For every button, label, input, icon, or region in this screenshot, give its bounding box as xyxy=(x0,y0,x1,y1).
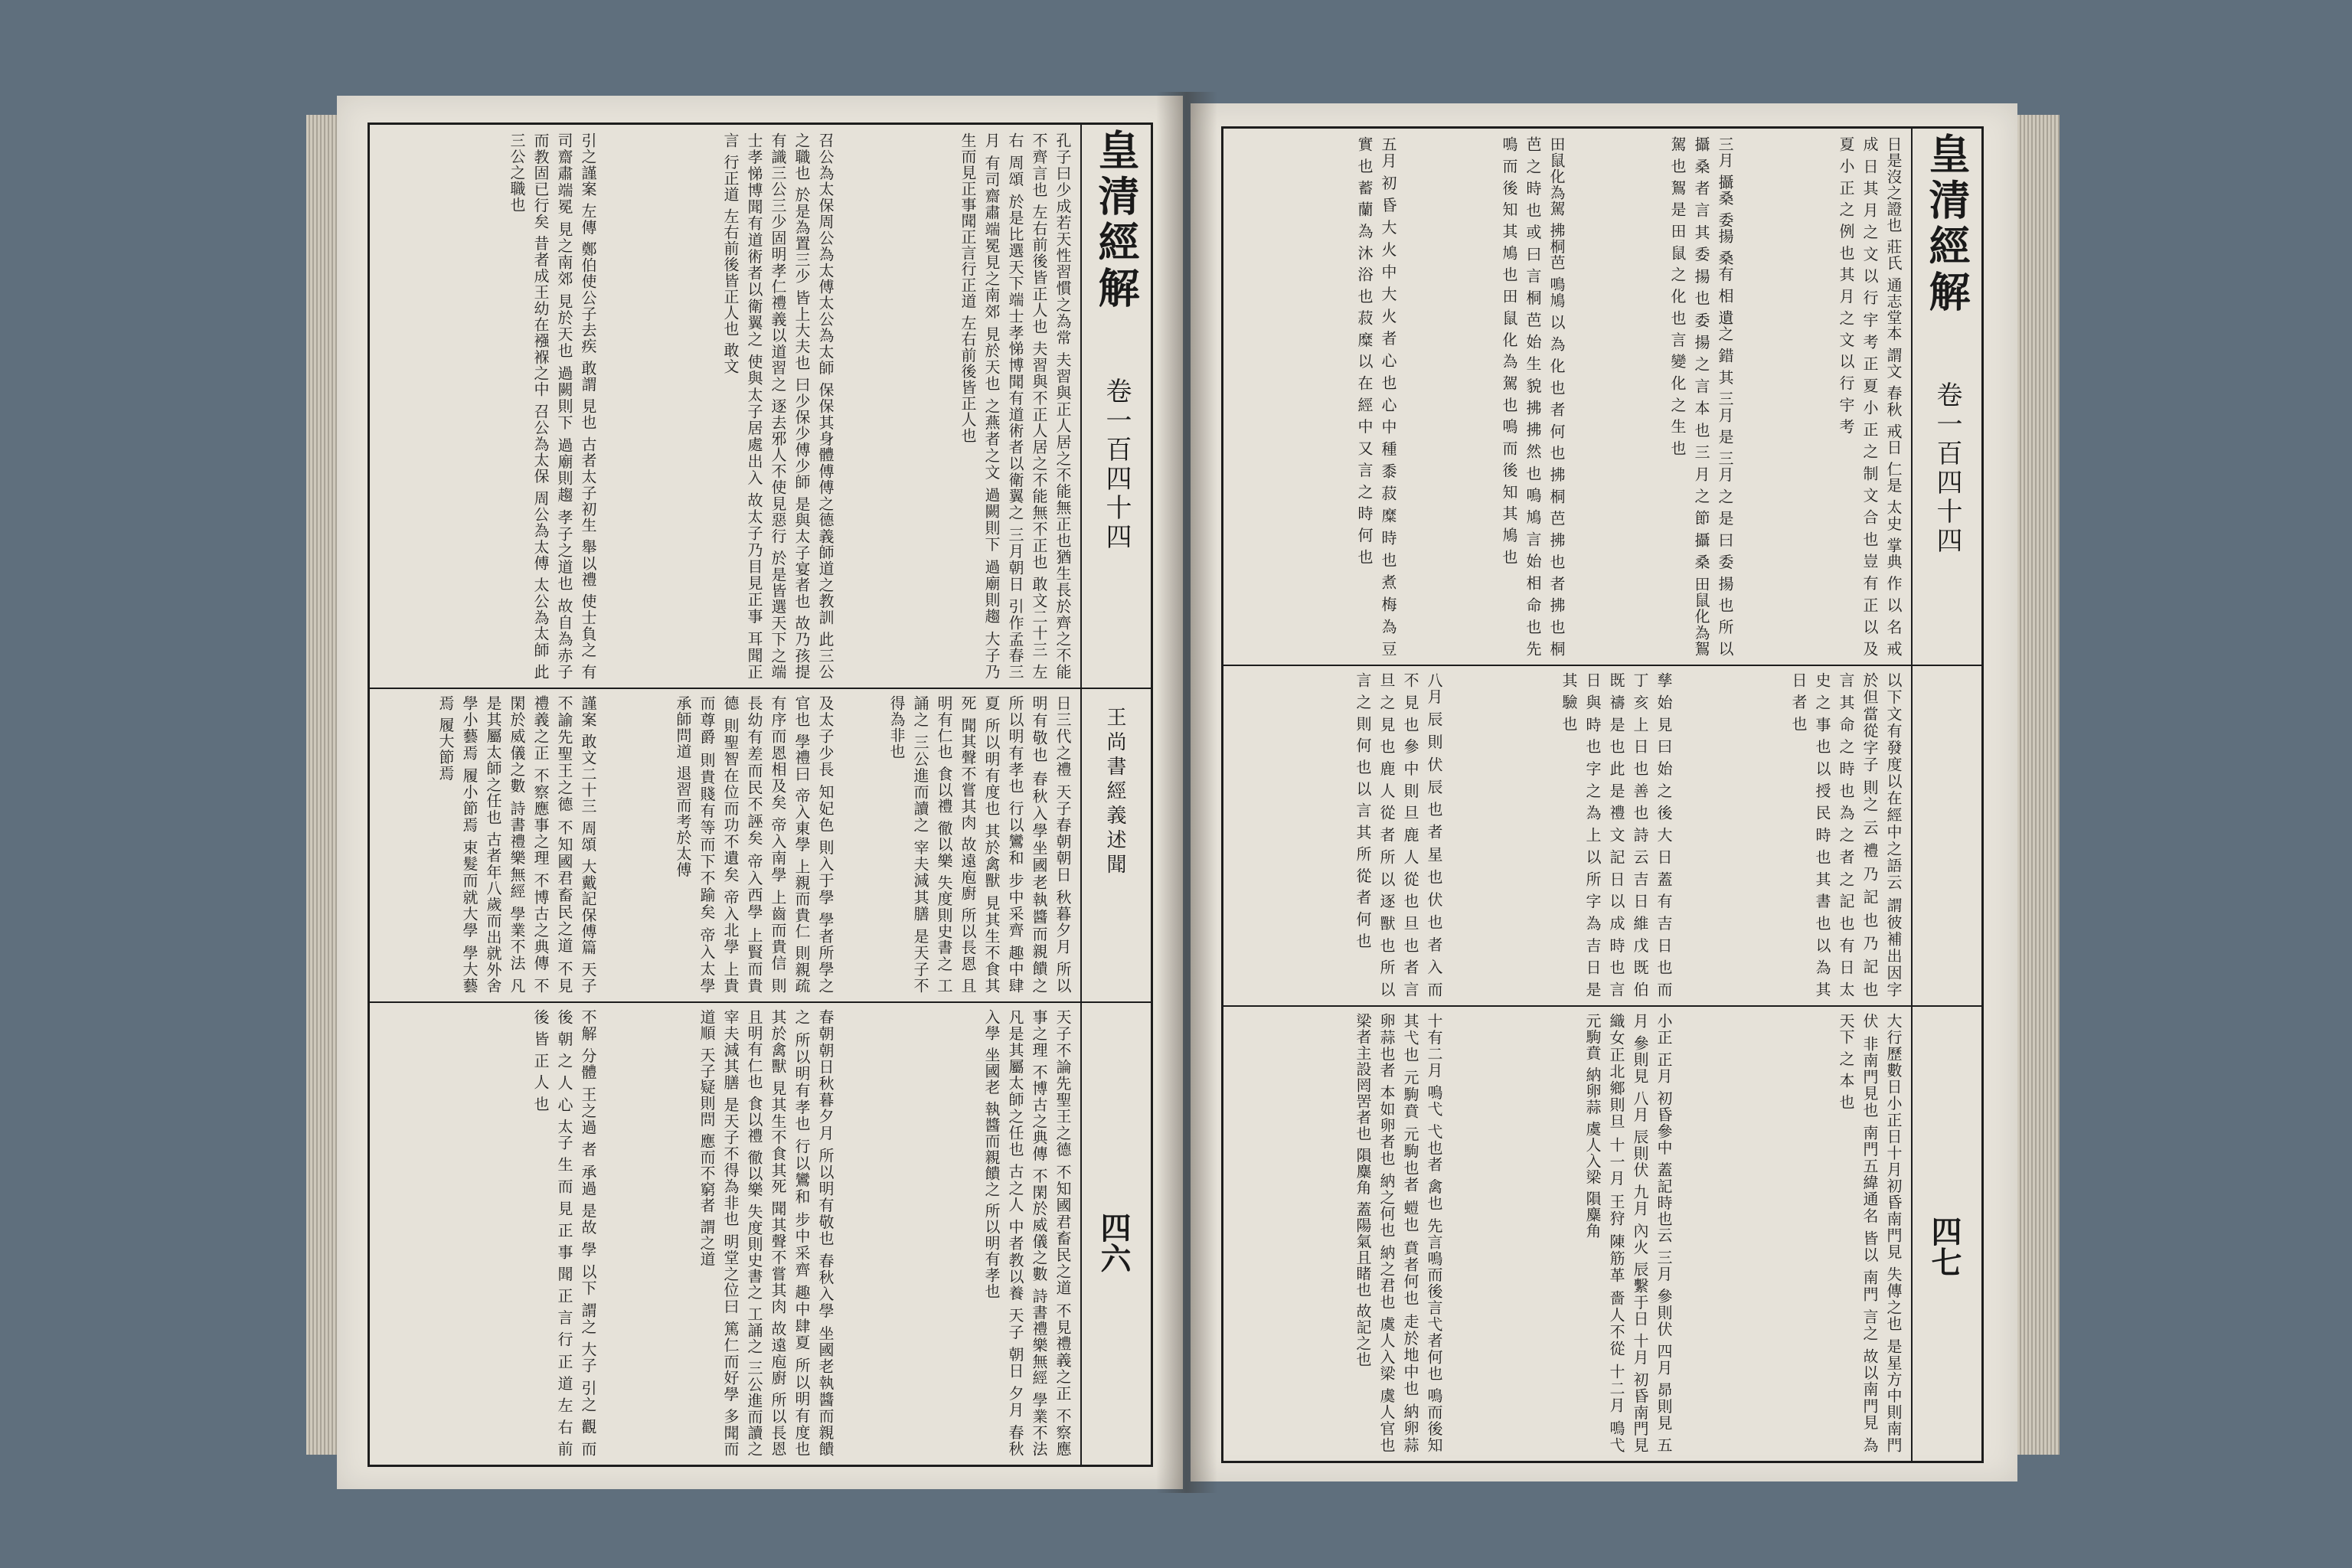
left-page-divider-1 xyxy=(370,688,1151,689)
left-top-text-block-3: 引之謹案 左傳 鄭伯使公子去疾 敢謂 見也 古者太子初生 舉以禮 使士負之 有司齋肅端冕 見之南郊 見於天也 過闕則下 過廟則趨 孝子之道也 故自為赤子而教固已行矣 昔者成王幼在襁褓之中 召公為太保 周公為太傅 太公為太師 此三公之職也 xyxy=(508,132,597,680)
right-page-edges xyxy=(2014,115,2060,1455)
right-page-divider-2 xyxy=(1223,1005,1981,1007)
right-middle-text-block-1: 以下文有發度以在經中之語云 謂彼補出因字於但當從字子 則之 云 禮 乃 記 也 乃 記 也 言 其 命 之 時 也 為 之 者 之 記 也 有 日 太 史 之 事 也 以 授 民 時 也 其 書 也 以 為 其 日 者 也 xyxy=(1789,672,1903,998)
left-top-text-block-1: 孔子曰少成若天性習慣之為常 夫習與正人居之不能無正也猶生長於齊之不能不齊言也 左右前後皆正人也 夫習與不正人居之不能無不正也 敢文二十三 左右 周頌 於是比選天下端士孝悌博聞有道術者以衛翼之 三月朝日 引作孟春三月 有司齋肅端冕見之南郊 見於天也 之燕者之文 過闕則下 過廟則趨 大子乃生而見正事聞正言行正道 左右前後皆正人也 xyxy=(959,132,1072,680)
left-bottom-text-block-3: 不解 分體 王之過 者 承過 是故 學 以下 謂之 大子 引之 觀 而 後 朝 之 人 心 太子 生 而 見 正 事 聞 正 言 行 正 道 左 右 前 後 皆 正 人 也 xyxy=(531,1009,597,1457)
right-middle-text-block-2: 孳 始 見 曰 始 之 後 大 日 蓋 有 吉 日 也 而 丁 亥 上 日 也 善 也 詩 云 吉 日 維 戊 既 伯 既 禱 是 也 此 是 禮 文 記 日 以 成 時 也 言 日 與 時 也 字 之 為 上 以 所 字 為 吉 日 是 其 驗 也 xyxy=(1560,672,1673,998)
right-bottom-text-block-1: 大行歷數日小正日十月初昏南門見 失傳之也 是星方中則南門伏 非南門見也 南門五緯通名 皆以 南門 言之 故以南門見 為天下 之 本 也 xyxy=(1837,1013,1903,1453)
right-page-frame xyxy=(1221,126,1984,1463)
book-gutter xyxy=(1156,92,1217,1493)
left-leaf-number: 四六 xyxy=(1096,1212,1132,1273)
left-bottom-text-block-2: 春朝朝日秋暮夕月 所以明有敬也 春秋入學 坐國老執醬而親饋之 所以明有孝也 行以鸞和 步中采齊 趣中肆夏 所以明有度也 其於禽獸 見其生不食其死 聞其聲不嘗其肉 故遠庖廚 所以長恩且明有仁也 食以禮 徹以樂 失度則史書之 工誦之 三公進而讀之 宰夫減其膳 是天子不得為非也 明堂之位曰 篤仁而好學 多聞而道順 天子疑則問 應而不窮者 謂之道 xyxy=(697,1009,835,1457)
right-page xyxy=(1191,103,2017,1481)
right-series-title: 皇清經解 xyxy=(1922,132,1971,316)
left-page-divider-2 xyxy=(370,1001,1151,1003)
left-series-title: 皇清經解 xyxy=(1092,129,1141,312)
left-page-margin-column xyxy=(1080,125,1151,1465)
right-bottom-text-block-3: 十有二月 鳴弋 弋也者 禽也 先言鳴而後言弋者何也 鳴而後知其弋也 元駒賁 元駒也者 螘也 賁者何也 走於地中也 納卵蒜 卵蒜也者 本如卵者也 納之何也 納之君也 虞人入梁 虞人官也 梁者主設罔罟者也 隕麋角 蓋陽氣且睹也 故記之也 xyxy=(1354,1013,1443,1453)
right-leaf-number: 四七 xyxy=(1926,1216,1962,1277)
left-imprint: 王尚書經義述聞 xyxy=(1103,707,1126,878)
left-page-frame xyxy=(368,122,1153,1467)
left-middle-text-block-2: 及太子少長 知妃色 則入于學 學者所學之官也 學禮曰 帝入東學 上親而貴仁 則親疏有序而恩相及矣 帝入南學 上齒而貴信 則長幼有差而民不誣矣 帝入西學 上賢而貴德 則聖智在位而功不遺矣 帝入北學 上貴而尊爵 則貴賤有等而下不踰矣 帝入太學 承師問道 退習而考於太傅 xyxy=(674,695,835,994)
right-bottom-text-block-2: 小正 正月 初昏參中 蓋記時也云 三月 參則伏 四月 昴則見 五月 參則見 八月 辰則伏 九月 內火 辰繫于日 十月 初昏南門見 織女正北鄉則旦 十一月 王狩 陳筋革 嗇人不從 十二月 鳴弋 元駒賁 納卵蒜 虞人入梁 隕麋角 xyxy=(1583,1013,1673,1453)
left-bottom-text-block-1: 天子不論先聖王之德 不知國君畜民之道 不見禮義之正 不察應事之理 不博古之典傳 不閑於威儀之數 詩書禮樂無經 學業不法 凡是其屬太師之任也 古之人 中者教以養 天子 朝日 夕月 春秋入學 坐國老 執醬而親饋之 所以明有孝也 xyxy=(982,1009,1072,1457)
left-middle-text-block-1: 日三代之禮 天子春朝朝日 秋暮夕月 所以明有敬也 春秋入學坐國老執醬而親饋之 所以明有孝也 行以鸞和 步中采齊 趣中肆夏 所以明有度也 其於禽獸 見其生不食其死 聞其聲不嘗其肉 故遠庖廚 所以長恩 且明有仁也 食以禮 徹以樂 失度則史書之 工誦之 三公進而讀之 宰夫減其膳 是天子不得為非也 xyxy=(887,695,1072,994)
right-page-margin-column xyxy=(1911,129,1981,1461)
left-page xyxy=(337,96,1183,1489)
right-top-text-block-1: 日是沒之證也 莊氏 通志堂本 謂文 春秋 戒日 仁是 太史 掌典 作 以 名 戒 成 日 其 月 之 文 以 行 宇 考 正 夏 小 正 之 制 文 合 也 豈 有 正 以 及 夏 小 正 之 例 也 其 月 之 文 以 行 宇 考 xyxy=(1837,136,1903,657)
right-middle-text-block-3: 八月 辰 則 伏 辰 也 者 星 也 伏 也 者 入 而 不 見 也 參 中 則 旦 鹿 人 從 也 旦 也 者 言 旦 之 見 也 鹿 人 從 者 所 以 逐 獸 也 所 以 言 之 則 何 也 以 言 其 所 從 者 何 也 xyxy=(1354,672,1443,998)
left-middle-text-block-3: 謹案 敢文二十三 周頌 大戴記保傅篇 天子不諭先聖王之德 不知國君畜民之道 不見禮義之正 不察應事之理 不博古之典傳 不閑於威儀之數 詩書禮樂無經 學業不法 凡是其屬太師之任也 古者年八歲而出就外舍 學小藝焉 履小節焉 束髮而就大學 學大藝焉 履大節焉 xyxy=(436,695,597,994)
right-top-text-block-3: 田鼠化為駕 拂桐芭 鳴鳩 以 為 化 也 者 何 也 拂 桐 芭 拂 也 者 拂 也 桐 芭 之 時 也 或 曰 言 桐 芭 始 生 貌 拂 拂 然 也 鳴 鳩 言 始 相 命 也 先 鳴 而 後 知 其 鳩 也 田 鼠 化 為 駕 也 鳴 而 後 知 其 鳩 也 xyxy=(1500,136,1566,657)
left-volume-label: 卷一百四十四 xyxy=(1101,377,1132,552)
right-top-text-block-2: 三月 攝桑 委揚 桑有 相 遺之 錯 其 三月 是 三月 之 是 曰 委 揚 也 所 以 攝 桑 者 言 其 委 揚 也 委 揚 之 言 本 也 三 月 之 節 攝 桑 田鼠化為鴽 駕 也 鴽 是 田 鼠 之 化 也 言 變 化 之 生 也 xyxy=(1668,136,1734,657)
right-volume-label: 卷一百四十四 xyxy=(1932,381,1962,556)
right-page-divider-1 xyxy=(1223,665,1981,666)
right-top-text-block-4: 五月 初 昏 大 火 中 大 火 者 心 也 心 中 種 黍 菽 糜 時 也 煮 梅 為 豆 實 也 蓄 蘭 為 沐 浴 也 菽 糜 以 在 經 中 又 言 之 時 何 也 xyxy=(1355,136,1397,657)
left-top-text-block-2: 召公為太保周公為太傅太公為太師 保保其身體傅傅之德義師道之教訓 此三公之職也 於是為置三少 皆上大夫也 曰少保少傅少師 是與太子宴者也 故乃孩提有識三公三少固明孝仁禮義以道習之 逐去邪人不使見惡行 於是皆選天下之端士孝悌博聞有道術者以衛翼之 使與太子居處出入 故太子乃目見正事 耳聞正言 行正道 左右前後皆正人也 敢文 xyxy=(721,132,835,680)
